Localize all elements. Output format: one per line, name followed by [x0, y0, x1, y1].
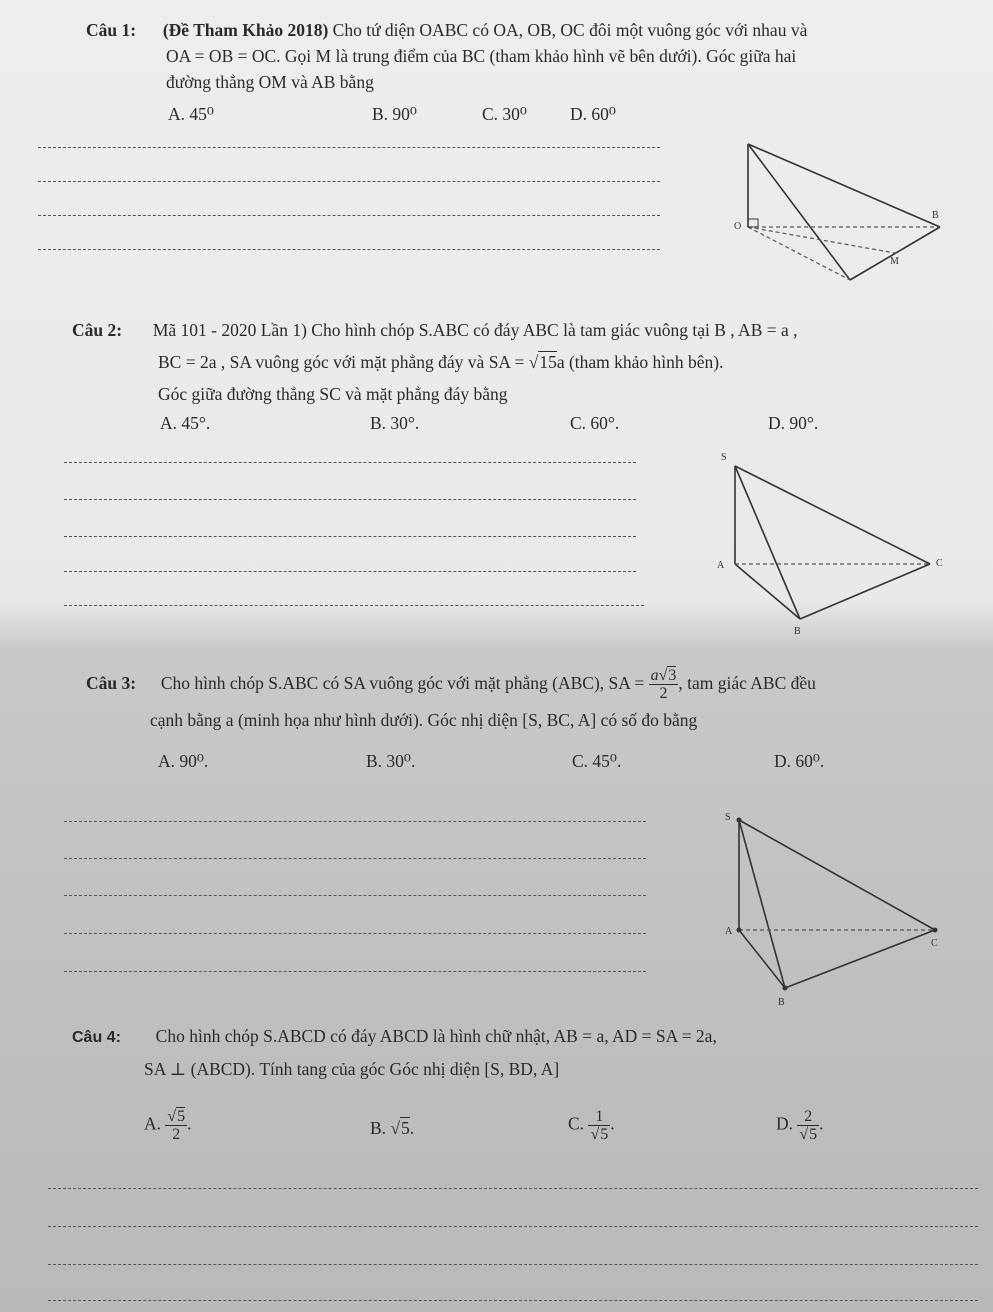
- q4-option-c-num: 1: [588, 1108, 610, 1126]
- label-b: B: [778, 997, 785, 1008]
- q4-option-a[interactable]: A. $\frac{√5}{2}$ .: [144, 1108, 192, 1143]
- answer-line: [38, 215, 660, 216]
- q4-option-d[interactable]: D. $\frac{2}{√5}$ .: [776, 1108, 824, 1143]
- q3-sa-fraction: $\frac{a√3}{2}$: [650, 667, 677, 703]
- point-a: [737, 928, 742, 933]
- q4-option-a-den: 2: [172, 1126, 181, 1143]
- answer-line: [64, 571, 636, 572]
- answer-line: [64, 971, 646, 972]
- answer-line: [64, 858, 646, 859]
- label-b: B: [794, 626, 801, 637]
- label-o: O: [734, 221, 742, 232]
- edge-sb: [739, 820, 785, 988]
- q4-option-a-num: 5: [177, 1108, 186, 1125]
- q2-number: Câu 2:: [72, 320, 123, 340]
- edge-bc: [850, 227, 940, 280]
- q1-option-b[interactable]: B. 90⁰: [372, 104, 417, 124]
- answer-line: [64, 933, 646, 934]
- point-s: [737, 818, 742, 823]
- q2-line-1: [72, 319, 798, 341]
- label-s: S: [721, 452, 727, 463]
- edge-ab: [748, 144, 940, 227]
- answer-line: [64, 499, 636, 500]
- q2-sqrt-value: 15: [539, 352, 557, 372]
- q3-text-1b: , tam giác ABC đều: [678, 673, 816, 693]
- label-c: C: [931, 938, 938, 949]
- q1-text-2: OA = OB = OC. Gọi M là trung điểm của BC (tham khảo hình vẽ bên dưới). Góc giữa hai: [166, 46, 797, 66]
- edge-om: [748, 227, 895, 253]
- answer-line: [64, 462, 636, 463]
- answer-line: [64, 605, 644, 606]
- q1-source: (Đề Tham Khảo 2018): [162, 20, 329, 40]
- q4-option-d-letter: D.: [776, 1113, 794, 1134]
- q4-option-b-value: 5: [401, 1118, 410, 1138]
- q3-frac-den: 2: [659, 685, 668, 703]
- edge-sc: [735, 466, 930, 564]
- q3-frac-sqrt: 3: [668, 667, 677, 685]
- point-c: [933, 928, 938, 933]
- q3-figure: [715, 808, 955, 1008]
- edge-ab: [739, 930, 785, 988]
- edge-bc: [800, 564, 930, 619]
- q3-frac-a: a: [650, 667, 659, 685]
- q1-number: Câu 1:: [86, 20, 137, 40]
- answer-line: [64, 821, 646, 822]
- q4-option-a-letter: A.: [144, 1113, 162, 1134]
- label-c: C: [936, 558, 943, 569]
- q3-number: Câu 3:: [86, 673, 137, 693]
- point-b: [783, 986, 788, 991]
- q2-text-2b: a (tham khảo hình bên).: [556, 352, 724, 372]
- label-m: M: [890, 256, 899, 267]
- answer-line: [38, 249, 660, 250]
- label-a: A: [717, 560, 725, 571]
- label-a: A: [725, 926, 733, 937]
- q2-text-2a: BC = 2a , SA vuông góc với mặt phẳng đáy và SA =: [158, 352, 529, 372]
- q4-text-2: SA ⊥ (ABCD). Tính tang của góc Góc nhị diện [S, BD, A]: [144, 1059, 560, 1079]
- edge-bc: [785, 930, 935, 988]
- edge-ac: [748, 144, 850, 280]
- q2-line-2: BC = 2a , SA vuông góc với mặt phẳng đáy và SA = √15a (tham khảo hình bên).: [158, 352, 724, 372]
- q1-line-1: [86, 19, 807, 41]
- answer-line: [64, 536, 636, 537]
- q4-text-1: Cho hình chóp S.ABCD có đáy ABCD là hình chữ nhật, AB = a, AD = SA = 2a,: [155, 1026, 717, 1046]
- q3-text-2: cạnh bằng a (minh họa như hình dưới). Góc nhị diện [S, BC, A] có số đo bằng: [150, 710, 698, 730]
- q4-option-b-letter: B.: [370, 1118, 387, 1138]
- q3-option-a[interactable]: A. 90⁰.: [158, 751, 209, 771]
- edge-ab: [735, 564, 800, 619]
- answer-line: [38, 147, 660, 148]
- q4-option-d-den: 5: [809, 1126, 818, 1143]
- q3-option-d[interactable]: D. 60⁰.: [774, 751, 825, 771]
- edge-sc: [739, 820, 935, 930]
- edge-oc: [748, 227, 850, 280]
- answer-line: [48, 1300, 978, 1301]
- answer-line: [48, 1264, 978, 1265]
- answer-line: [48, 1188, 978, 1189]
- answer-line: [64, 895, 646, 896]
- q4-option-c-den: 5: [600, 1126, 609, 1143]
- q2-option-a[interactable]: A. 45°.: [160, 413, 211, 433]
- right-angle-mark: [748, 219, 758, 227]
- q2-text-1: Mã 101 - 2020 Lần 1) Cho hình chóp S.ABC có đáy ABC là tam giác vuông tại B , AB = a ,: [152, 320, 798, 340]
- edge-sb: [735, 466, 800, 619]
- label-s: S: [725, 812, 731, 823]
- answer-line: [48, 1226, 978, 1227]
- q4-option-b[interactable]: B. √5.: [370, 1118, 415, 1138]
- q1-figure: [720, 132, 950, 287]
- q2-figure: [700, 446, 950, 638]
- q2-option-d[interactable]: D. 90°.: [768, 413, 819, 433]
- q4-option-d-num: 2: [797, 1108, 819, 1126]
- q3-line-1: [86, 665, 816, 705]
- q2-text-3: Góc giữa đường thẳng SC và mặt phẳng đáy bằng: [158, 384, 508, 404]
- q4-option-c-letter: C.: [568, 1113, 585, 1134]
- q1-text-1: Cho tứ diện OABC có OA, OB, OC đôi một vuông góc với nhau và: [328, 20, 808, 40]
- q3-option-b[interactable]: B. 30⁰.: [366, 751, 416, 771]
- q2-option-c[interactable]: C. 60°.: [570, 413, 620, 433]
- q4-number: Câu 4:: [72, 1029, 121, 1046]
- q1-option-c[interactable]: C. 30⁰: [482, 104, 527, 124]
- q4-option-c[interactable]: C. $\frac{1}{√5}$ .: [568, 1108, 615, 1143]
- q1-text-3: đường thẳng OM và AB bằng: [166, 72, 374, 92]
- q2-option-b[interactable]: B. 30°.: [370, 413, 420, 433]
- label-b: B: [932, 210, 939, 221]
- q1-option-a[interactable]: A. 45⁰: [168, 104, 214, 124]
- q4-line-1: [72, 1025, 717, 1049]
- q3-option-c[interactable]: C. 45⁰.: [572, 751, 622, 771]
- q3-text-1a: Cho hình chóp S.ABC có SA vuông góc với mặt phẳng (ABC), SA =: [160, 673, 649, 693]
- q1-option-d[interactable]: D. 60⁰: [570, 104, 616, 124]
- answer-line: [38, 181, 660, 182]
